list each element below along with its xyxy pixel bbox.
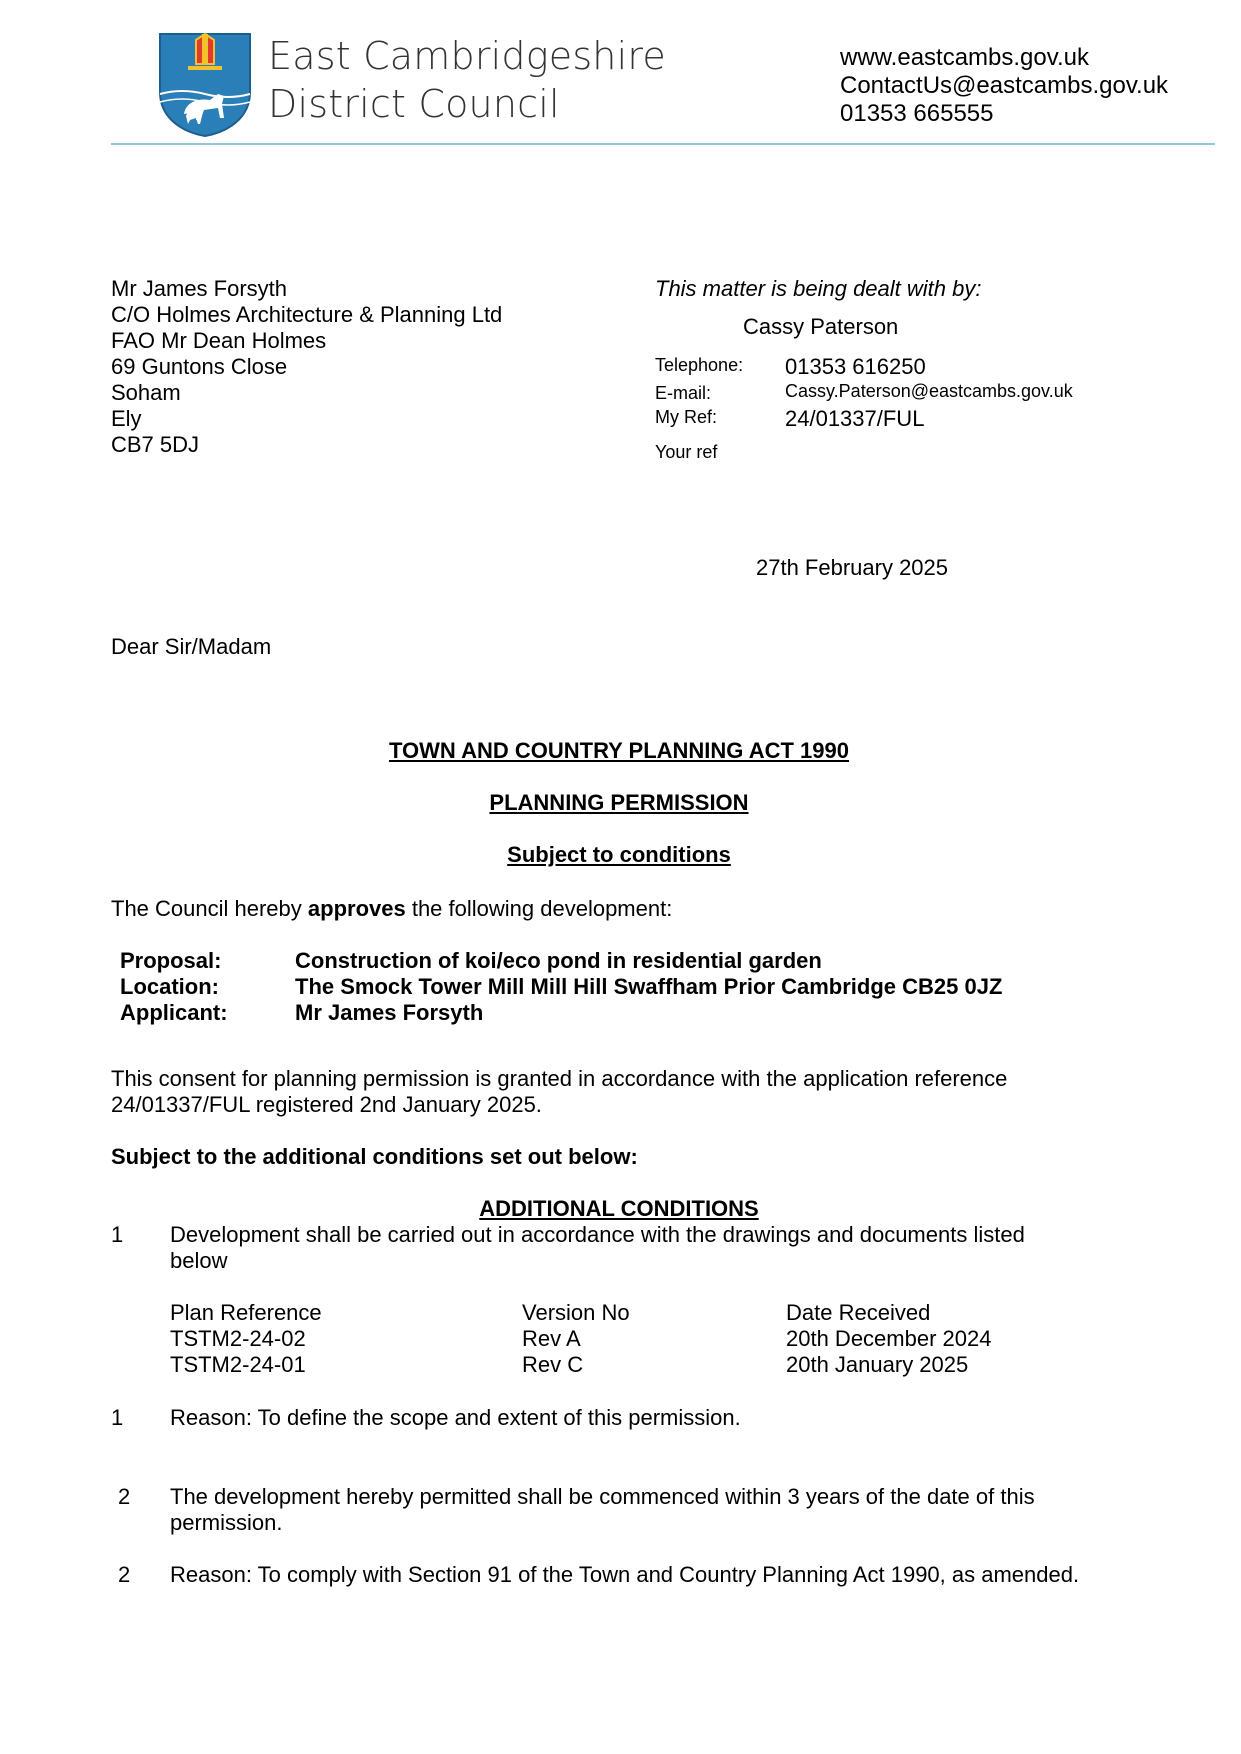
approval-statement	[111, 896, 672, 922]
plan-table-cell: Rev C	[522, 1352, 584, 1377]
my-ref-value: 24/01337/FUL	[785, 406, 925, 431]
subject-note: Subject to the additional conditions set out below:	[111, 1144, 638, 1169]
plan-table-cell: TSTM2-24-01	[170, 1352, 306, 1377]
location-label: Location:	[120, 974, 219, 999]
salutation: Dear Sir/Madam	[111, 634, 272, 659]
your-ref-label: Your ref	[655, 442, 718, 462]
applicant-label: Applicant:	[120, 1000, 228, 1025]
dealt-with-heading: This matter is being dealt with by:	[655, 276, 982, 301]
council-website[interactable]: www.eastcambs.gov.uk	[840, 44, 1089, 71]
plan-table-header-date: Date Received	[786, 1300, 931, 1325]
council-phone: 01353 665555	[840, 100, 994, 127]
location-value: The Smock Tower Mill Mill Hill Swaffham Prior Cambridge CB25 0JZ	[295, 974, 1003, 999]
approval-pre: The Council hereby	[111, 896, 308, 921]
email-label: E-mail:	[655, 383, 712, 403]
plan-table-cell: Rev A	[522, 1326, 581, 1351]
recipient-address	[111, 276, 502, 458]
condition-2-line2: permission.	[170, 1510, 283, 1535]
letter-date: 27th February 2025	[756, 555, 949, 580]
consent-line1: This consent for planning permission is granted in accordance with the application reference	[111, 1066, 1008, 1091]
council-name-line2: District Council	[268, 82, 560, 126]
email-value[interactable]: Cassy.Paterson@eastcambs.gov.uk	[785, 381, 1073, 401]
council-crest-logo	[158, 32, 252, 138]
reason-2-text: Reason: To comply with Section 91 of the Town and Country Planning Act 1990, as amended.	[170, 1562, 1080, 1587]
officer-name: Cassy Paterson	[743, 314, 899, 339]
address-line: C/O Holmes Architecture & Planning Ltd	[111, 302, 503, 327]
address-line: Soham	[111, 380, 181, 405]
plan-table-header-version: Version No	[522, 1300, 630, 1325]
reason-1-number: 1	[111, 1405, 124, 1430]
address-line: CB7 5DJ	[111, 432, 200, 457]
conditions-heading: ADDITIONAL CONDITIONS	[479, 1196, 759, 1221]
reason-2-number: 2	[118, 1562, 131, 1587]
act-heading: TOWN AND COUNTRY PLANNING ACT 1990	[388, 738, 849, 763]
reason-1-text: Reason: To define the scope and extent of this permission.	[170, 1405, 741, 1430]
council-email[interactable]: ContactUs@eastcambs.gov.uk	[840, 72, 1169, 99]
address-line: Mr James Forsyth	[111, 276, 288, 301]
condition-1-number: 1	[111, 1222, 124, 1247]
subject-heading: Subject to conditions	[507, 842, 731, 867]
plan-table-header-reference: Plan Reference	[170, 1300, 322, 1325]
condition-1-line2: below	[170, 1248, 228, 1273]
condition-1-line1: Development shall be carried out in accordance with the drawings and documents listed	[170, 1222, 1025, 1247]
approval-bold: approves	[307, 896, 406, 921]
proposal-label: Proposal:	[120, 948, 222, 973]
address-line: 69 Guntons Close	[111, 354, 288, 379]
header-divider	[111, 143, 1215, 145]
plan-table-cell: 20th January 2025	[786, 1352, 969, 1377]
applicant-value: Mr James Forsyth	[295, 1000, 484, 1025]
telephone-value: 01353 616250	[785, 354, 926, 379]
address-line: FAO Mr Dean Holmes	[111, 328, 327, 353]
condition-2-number: 2	[118, 1484, 131, 1509]
consent-line2: 24/01337/FUL registered 2nd January 2025.	[111, 1092, 542, 1117]
council-name-line1: East Cambridgeshire	[268, 34, 666, 78]
my-ref-label: My Ref:	[655, 407, 718, 427]
plan-table-cell: TSTM2-24-02	[170, 1326, 306, 1351]
plan-table-cell: 20th December 2024	[786, 1326, 992, 1351]
condition-2-line1: The development hereby permitted shall be commenced within 3 years of the date of this	[170, 1484, 1035, 1509]
telephone-label: Telephone:	[655, 355, 744, 375]
proposal-value: Construction of koi/eco pond in residential garden	[295, 948, 822, 973]
address-line: Ely	[111, 406, 142, 431]
approval-post: the following development:	[405, 896, 673, 921]
permission-heading: PLANNING PERMISSION	[489, 790, 749, 815]
